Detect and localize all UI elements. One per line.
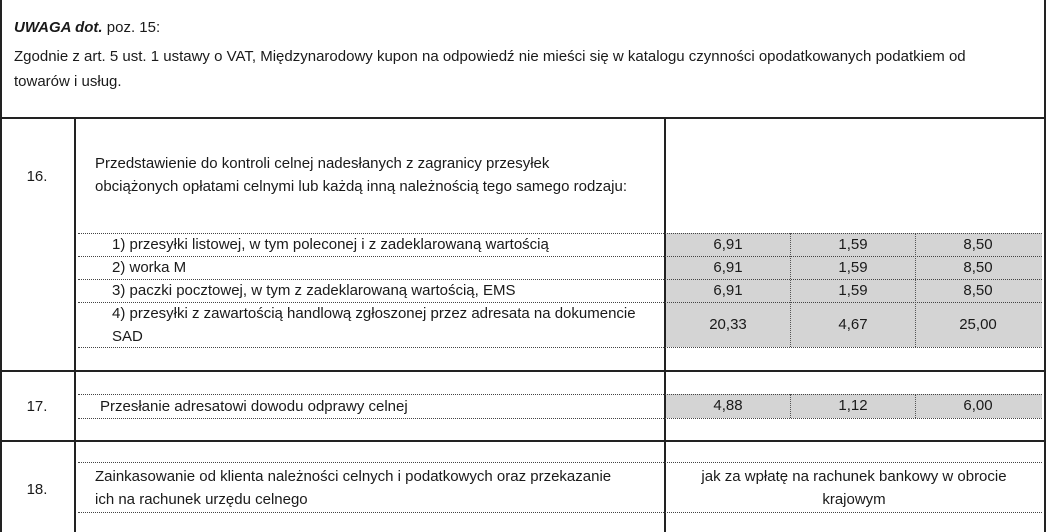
shade-divider-b [915, 233, 916, 347]
item-1-label: 1) przesyłki listowej, w tym poleconej i z zadeklarowaną wartością [112, 236, 549, 253]
row-17-gross: 6,00 [963, 397, 993, 414]
row-18-desc-line2: ich na rachunek urzędu celnego [95, 491, 308, 508]
row-18-value-line1: jak za wpłatę na rachunek bankowy w obrocie [701, 468, 1007, 485]
item-3-net: 6,91 [713, 282, 743, 299]
row-17-net: 4,88 [713, 397, 743, 414]
note-heading-ref: poz. 15: [106, 19, 161, 36]
row-16-desc-line1: Przedstawienie do kontroli celnej nadesłanych z zagranicy przesyłek [95, 155, 550, 172]
note-body-line1: Zgodnie z art. 5 ust. 1 ustawy o VAT, Międzynarodowy kupon na odpowiedź nie mieści się w katalogu czynności opodatkowanych podatkiem od [14, 48, 966, 65]
row-separator-17-18 [0, 440, 1046, 442]
row-18-number: 18. [26, 481, 48, 498]
item-1-net: 6,91 [713, 236, 743, 253]
row-16-desc-line2: obciążonych opłatami celnymi lub każdą inną należnością tego samego rodzaju: [95, 178, 627, 195]
item-1-gross: 8,50 [963, 236, 993, 253]
item-2-label: 2) worka M [112, 259, 187, 276]
note-heading: UWAGA dot. [14, 19, 103, 36]
row-line-17-b [78, 418, 1042, 419]
row-17-number: 17. [26, 398, 48, 415]
shade-divider-a [790, 233, 791, 347]
row-16-number: 16. [26, 168, 48, 185]
row-17-desc: Przesłanie adresatowi dowodu odprawy celnej [100, 398, 408, 415]
shade-divider-c [790, 394, 791, 418]
item-4-net: 20,33 [709, 316, 747, 333]
item-3-gross: 8,50 [963, 282, 993, 299]
item-2-gross: 8,50 [963, 259, 993, 276]
row-line-17-a [78, 394, 1042, 395]
table-right-border [1044, 0, 1046, 532]
row-separator-16-17 [0, 370, 1046, 372]
row-line-18-b [78, 512, 1042, 513]
item-1-vat: 1,59 [838, 236, 868, 253]
item-2-net: 6,91 [713, 259, 743, 276]
table-left-border [0, 0, 2, 532]
item-4-vat: 4,67 [838, 316, 868, 333]
row-line-16-b [78, 256, 1042, 257]
item-4-label-line2: SAD [112, 328, 143, 345]
item-3-vat: 1,59 [838, 282, 868, 299]
row-18-desc-line1: Zainkasowanie od klienta należności celnych i podatkowych oraz przekazanie [95, 468, 612, 485]
note-body-line2: towarów i usług. [14, 73, 122, 90]
row-line-18-a [78, 462, 1042, 463]
shade-divider-d [915, 394, 916, 418]
item-4-gross: 25,00 [959, 316, 997, 333]
row-18-value-line2: krajowym [822, 491, 886, 508]
row-line-16-e [78, 347, 1042, 348]
note-heading-line [14, 18, 160, 38]
item-2-vat: 1,59 [838, 259, 868, 276]
row-17-vat: 1,12 [838, 397, 868, 414]
note-bottom-border [0, 117, 1046, 119]
item-3-label: 3) paczki pocztowej, w tym z zadeklarowaną wartością, EMS [112, 282, 516, 299]
col-divider-number [74, 117, 76, 532]
item-4-label-line1: 4) przesyłki z zawartością handlową zgłoszonej przez adresata na dokumencie [112, 305, 636, 322]
